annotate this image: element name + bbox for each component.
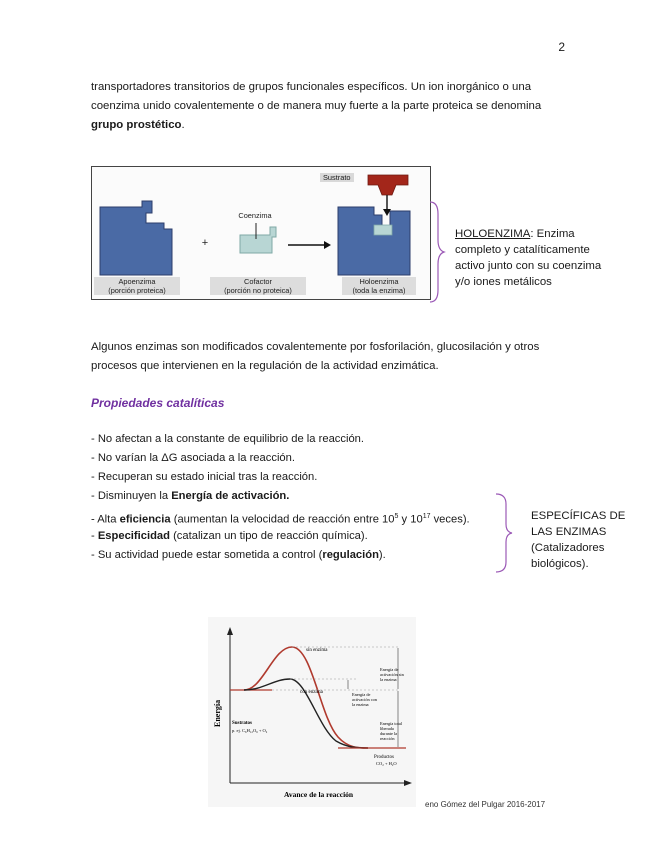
cofactor-caption (210, 277, 306, 295)
covalent-line-2: procesos que intervienen en la regulación de la actividad enzimática. (91, 360, 439, 372)
ea-sin-line-2: activación sin (380, 672, 404, 677)
page-number: 2 (558, 40, 565, 54)
intro-line-1: transportadores transitorios de grupos funcionales específicos. Un ion inorgánico o una (91, 81, 532, 93)
sin-enzima-label: sin enzima (306, 648, 328, 653)
intro-period: . (181, 119, 185, 131)
energia-activacion-term: Energía de activación. (171, 490, 290, 502)
ea-con-line-3: la enzima (352, 702, 369, 707)
con-enzima-label: con enzima (300, 690, 323, 695)
eficiencia-term: eficiencia (119, 513, 171, 526)
property-item-6-rest: (catalizan un tipo de reacción química). (169, 530, 368, 542)
exponent-5: 5 (394, 513, 399, 520)
activation-energy-graph (208, 617, 416, 807)
substrate-shape (368, 175, 408, 195)
exponent-17: 17 (422, 513, 431, 520)
property-item-5-y: y 10 (398, 513, 423, 526)
property-item-5-mid: (aumentan la velocidad de reacción entre 10 (170, 513, 395, 526)
property-item-7-end: ). (378, 549, 386, 561)
property-item-6 (91, 527, 368, 545)
plus-sign: + (201, 237, 209, 249)
footer-author: eno Gómez del Pulgar 2016-2017 (425, 800, 546, 809)
energy-chart (208, 617, 416, 807)
total-line-1: Energía total (380, 721, 402, 726)
total-line-2: liberada (380, 726, 394, 731)
sustratos-label: Sustratos (232, 721, 253, 726)
property-item-1: - No afectan a la constante de equilibrio de la reacción. (91, 433, 365, 445)
property-item-5-pre: - Alta (91, 513, 120, 526)
covalent-paragraph (91, 338, 571, 376)
sustratos-formula: p. ej. C₆H₁₂O₆ + O₂ (232, 728, 268, 733)
cofactor-caption-line-1: Cofactor (244, 277, 272, 286)
total-line-3: durante la (380, 731, 398, 736)
coenzima-label: Coenzima (238, 211, 272, 220)
intro-paragraph (91, 78, 571, 135)
holoenzima-caption-line-2: (toda la enzima) (352, 286, 406, 295)
holoenzima-brace (428, 200, 448, 304)
holoenzyme-shape (338, 207, 410, 275)
property-item-7-pre: - Su actividad puede estar sometida a control ( (91, 549, 323, 561)
x-axis-label: Avance de la reacción (284, 790, 354, 799)
specific-note-line-2: LAS ENZIMAS (531, 526, 607, 538)
property-item-5-end: veces). (430, 513, 470, 526)
holoenzyme-cofactor (374, 225, 392, 235)
ea-sin-line-1: Energía de (380, 667, 399, 672)
holoenzima-note-line-2: completo y catalíticamente (455, 244, 590, 256)
apoenzyme-shape (100, 201, 172, 275)
y-axis-arrowhead (227, 627, 233, 635)
holoenzima-note-rest: : Enzima (530, 228, 575, 240)
property-item-6-pre: - (91, 530, 98, 542)
cofactor-shape (240, 227, 276, 253)
covalent-line-1: Algunos enzimas son modificados covalentemente por fosforilación, glucosilación y otros (91, 341, 540, 353)
productos-label: Productos (374, 755, 394, 760)
holoenzima-note (455, 226, 625, 290)
especificidad-term: Especificidad (97, 530, 170, 542)
y-axis-label: Energía (213, 699, 222, 727)
specific-note-line-1: ESPECÍFICAS DE (531, 510, 626, 522)
holoenzima-note-line-1 (455, 226, 625, 242)
property-item-4-pre: - Disminuyen la (91, 490, 172, 502)
holoenzima-note-line-4: y/o iones metálicos (455, 276, 552, 288)
specific-note (531, 508, 641, 572)
intro-line-2: coenzima unido covalentemente o de manera muy fuerte a la parte proteica se denomina (91, 100, 542, 112)
x-axis-arrowhead (404, 780, 412, 786)
property-item-5 (91, 508, 470, 529)
enzyme-components-figure (91, 166, 431, 300)
property-item-3: - Recuperan su estado inicial tras la reacción. (91, 471, 318, 483)
ea-con-line-2: activación con (352, 697, 377, 702)
holoenzima-term: HOLOENZIMA (455, 228, 531, 240)
specific-note-line-4: biológicos). (531, 558, 589, 570)
apoenzima-caption-line-1: Apoenzima (118, 277, 156, 286)
specific-note-line-3: (Catalizadores (531, 542, 605, 554)
property-item-2: - No varían la ΔG asociada a la reacción. (91, 452, 295, 464)
apoenzima-caption (94, 277, 180, 295)
reaction-arrowhead (324, 241, 331, 249)
ea-con-line-1: Energía de (352, 692, 371, 697)
cofactor-caption-line-2: (porción no proteica) (224, 286, 292, 295)
apoenzima-caption-line-2: (porción proteica) (108, 286, 166, 295)
section-title: Propiedades catalíticas (91, 396, 225, 410)
property-item-7 (91, 546, 386, 564)
sustrato-label: Sustrato (320, 173, 354, 182)
grupo-prostetico-term: grupo prostético (91, 119, 182, 131)
ea-sin-line-3: la enzima (380, 677, 397, 682)
productos-formula: CO₂ + H₂O (376, 761, 397, 766)
holoenzima-note-line-3: activo junto con su coenzima (455, 260, 602, 272)
holoenzima-caption-line-1: Holoenzima (359, 277, 399, 286)
holoenzima-caption (342, 277, 416, 295)
intro-line-3 (91, 116, 571, 135)
specific-brace (494, 492, 516, 574)
total-line-4: reacción (380, 736, 395, 741)
regulacion-term: regulación (322, 549, 379, 561)
property-item-4 (91, 487, 289, 505)
